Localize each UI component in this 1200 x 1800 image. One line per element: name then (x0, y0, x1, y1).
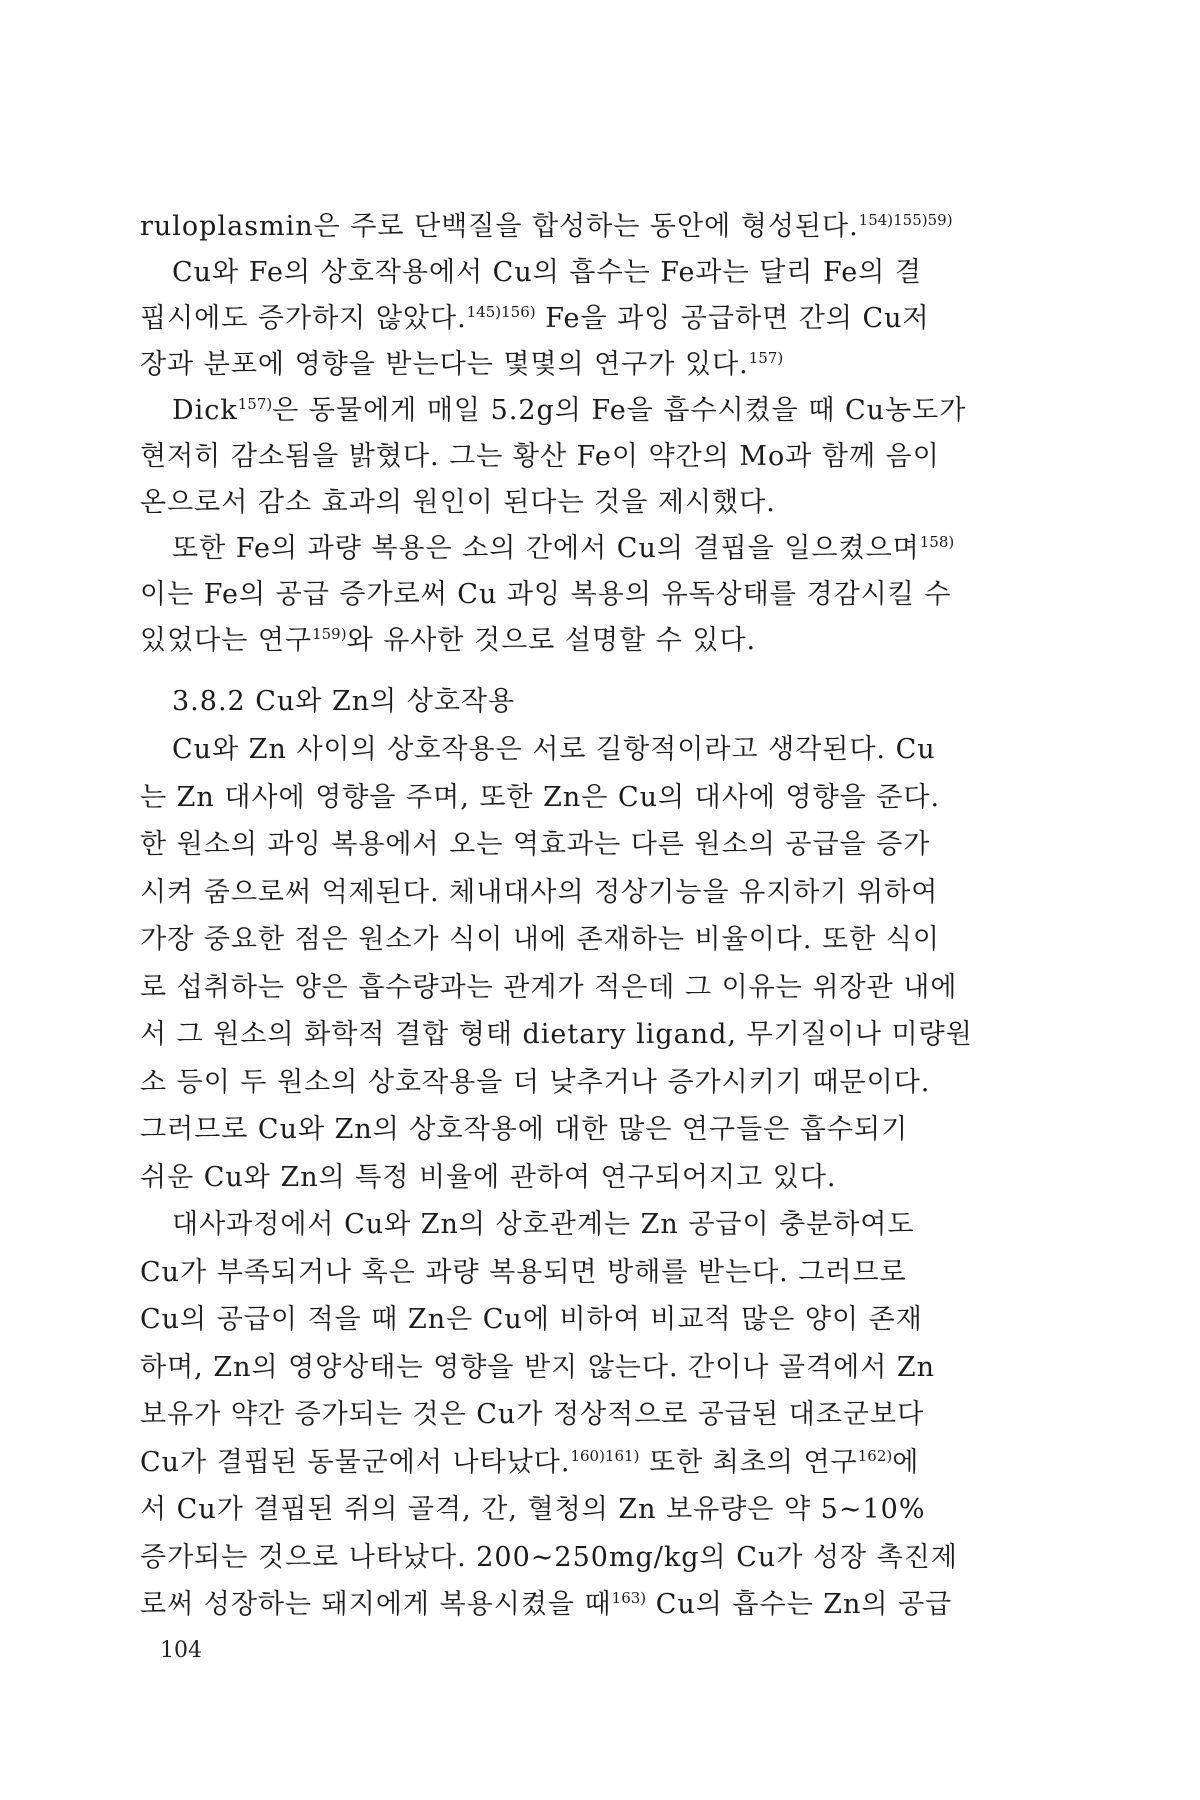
line-text: 핍시에도 증가하지 않았다. (140, 303, 467, 334)
text-line (0, 1536, 1200, 1579)
line-text: 그러므로 Cu와 Zn의 상호작용에 대한 많은 연구들은 흡수되기 (140, 1114, 909, 1145)
text-line (0, 1108, 1200, 1151)
text-line (0, 1346, 1200, 1389)
line-text: 있었다는 연구 (140, 625, 313, 656)
text-line (0, 1488, 1200, 1531)
line-text: 가장 중요한 점은 원소가 식이 내에 존재하는 비율이다. 또한 식이 (140, 924, 940, 955)
text-line (0, 435, 1200, 478)
citation-superscript: 145)156) (466, 303, 536, 321)
line-text: 로 섭취하는 양은 흡수량과는 관계가 적은데 그 이유는 위장관 내에 (140, 971, 958, 1003)
text-line (0, 297, 1200, 340)
line-text: 한 원소의 과잉 복용에서 오는 역효과는 다른 원소의 공급을 증가 (140, 829, 931, 860)
text-line (0, 389, 1200, 432)
line-text-continued: Fe을 과잉 공급하면 간의 Cu저 (535, 303, 930, 334)
citation-superscript: 162) (857, 1446, 893, 1465)
text-line (0, 823, 1200, 866)
text-line (0, 1251, 1200, 1294)
text-line (0, 871, 1200, 914)
section-heading: 3.8.2 Cu와 Zn의 상호작용 (172, 686, 516, 717)
text-line (0, 1156, 1200, 1199)
line-text: Cu와 Zn 사이의 상호작용은 서로 길항적이라고 생각된다. Cu (172, 734, 936, 765)
line-text: ruloplasmin은 주로 단백질을 합성하는 동안에 형성된다. (140, 211, 859, 242)
line-text: 서 그 원소의 화학적 결합 형태 dietary ligand, 무기질이나 미량원 (140, 1019, 973, 1050)
text-line (0, 1203, 1200, 1246)
text-line (0, 251, 1200, 294)
citation-superscript: 157) (748, 349, 784, 367)
line-text: 는 Zn 대사에 영향을 주며, 또한 Zn은 Cu의 대사에 영향을 준다. (140, 781, 941, 813)
line-text-continued: 또한 최초의 연구 (639, 1446, 858, 1478)
citation-superscript: 157) (237, 395, 273, 413)
text-line (0, 918, 1200, 961)
line-text: Cu가 부족되거나 혹은 과량 복용되면 방해를 받는다. 그러므로 (140, 1256, 907, 1288)
line-text: Cu의 공급이 적을 때 Zn은 Cu에 비하여 비교적 많은 양이 존재 (140, 1304, 923, 1335)
text-line (0, 619, 1200, 662)
line-text-continued: 에 (892, 1446, 920, 1478)
line-text-continued: 은 동물에게 매일 5.2g의 Fe을 흡수시켰을 때 Cu농도가 (272, 395, 967, 426)
text-line (0, 1013, 1200, 1056)
line-text: 또한 Fe의 과량 복용은 소의 간에서 Cu의 결핍을 일으켰으며 (172, 533, 920, 564)
citation-superscript: 163) (611, 1589, 647, 1607)
citation-superscript: 159) (312, 625, 347, 643)
text-line (0, 573, 1200, 616)
line-text-continued: Cu의 흡수는 Zn의 공급 (646, 1589, 953, 1620)
line-text: Cu와 Fe의 상호작용에서 Cu의 흡수는 Fe과는 달리 Fe의 결 (172, 257, 922, 288)
text-line (0, 966, 1200, 1009)
text-line (0, 205, 1200, 248)
page-number: 104 (160, 1638, 202, 1663)
text-line (0, 1393, 1200, 1436)
line-text: 현저히 감소됨을 밝혔다. 그는 황산 Fe이 약간의 Mo과 함께 음이 (140, 441, 940, 472)
citation-superscript: 160)161) (570, 1446, 640, 1465)
citation-superscript: 154)155)59) (858, 211, 953, 229)
text-line (0, 1441, 1200, 1484)
text-line (0, 343, 1200, 386)
line-text: 로써 성장하는 돼지에게 복용시켰을 때 (140, 1589, 612, 1620)
text-line (0, 776, 1200, 819)
line-text: 대사과정에서 Cu와 Zn의 상호관계는 Zn 공급이 충분하여도 (172, 1209, 915, 1240)
line-text-continued: 와 유사한 것으로 설명할 수 있다. (346, 625, 757, 656)
text-line (0, 1583, 1200, 1626)
line-text: 소 등이 두 원소의 상호작용을 더 낮추거나 증가시키기 때문이다. (140, 1066, 931, 1098)
text-line (0, 527, 1200, 570)
line-text: 시켜 줌으로써 억제된다. 체내대사의 정상기능을 유지하기 위하여 (140, 876, 939, 908)
line-text: 하며, Zn의 영양상태는 영향을 받지 않는다. 간이나 골격에서 Zn (140, 1351, 936, 1383)
line-text: Dick (172, 395, 238, 426)
line-text: 증가되는 것으로 나타났다. 200∼250mg/kg의 Cu가 성장 촉진제 (140, 1541, 958, 1573)
line-text: 쉬운 Cu와 Zn의 특정 비율에 관하여 연구되어지고 있다. (140, 1161, 837, 1193)
text-line (0, 1061, 1200, 1104)
line-text: 장과 분포에 영향을 받는다는 몇몇의 연구가 있다. (140, 349, 749, 380)
line-text: 온으로서 감소 효과의 원인이 된다는 것을 제시했다. (140, 487, 776, 518)
citation-superscript: 158) (919, 533, 955, 551)
line-text: 서 Cu가 결핍된 쥐의 골격, 간, 혈청의 Zn 보유량은 약 5∼10% (140, 1494, 926, 1525)
line-text: 이는 Fe의 공급 증가로써 Cu 과잉 복용의 유독상태를 경감시킬 수 (140, 579, 952, 610)
text-line (0, 481, 1200, 524)
text-line (0, 728, 1200, 771)
line-text: 보유가 약간 증가되는 것은 Cu가 정상적으로 공급된 대조군보다 (140, 1399, 925, 1430)
line-text: Cu가 결핍된 동물군에서 나타났다. (140, 1446, 571, 1478)
text-line (0, 1298, 1200, 1341)
